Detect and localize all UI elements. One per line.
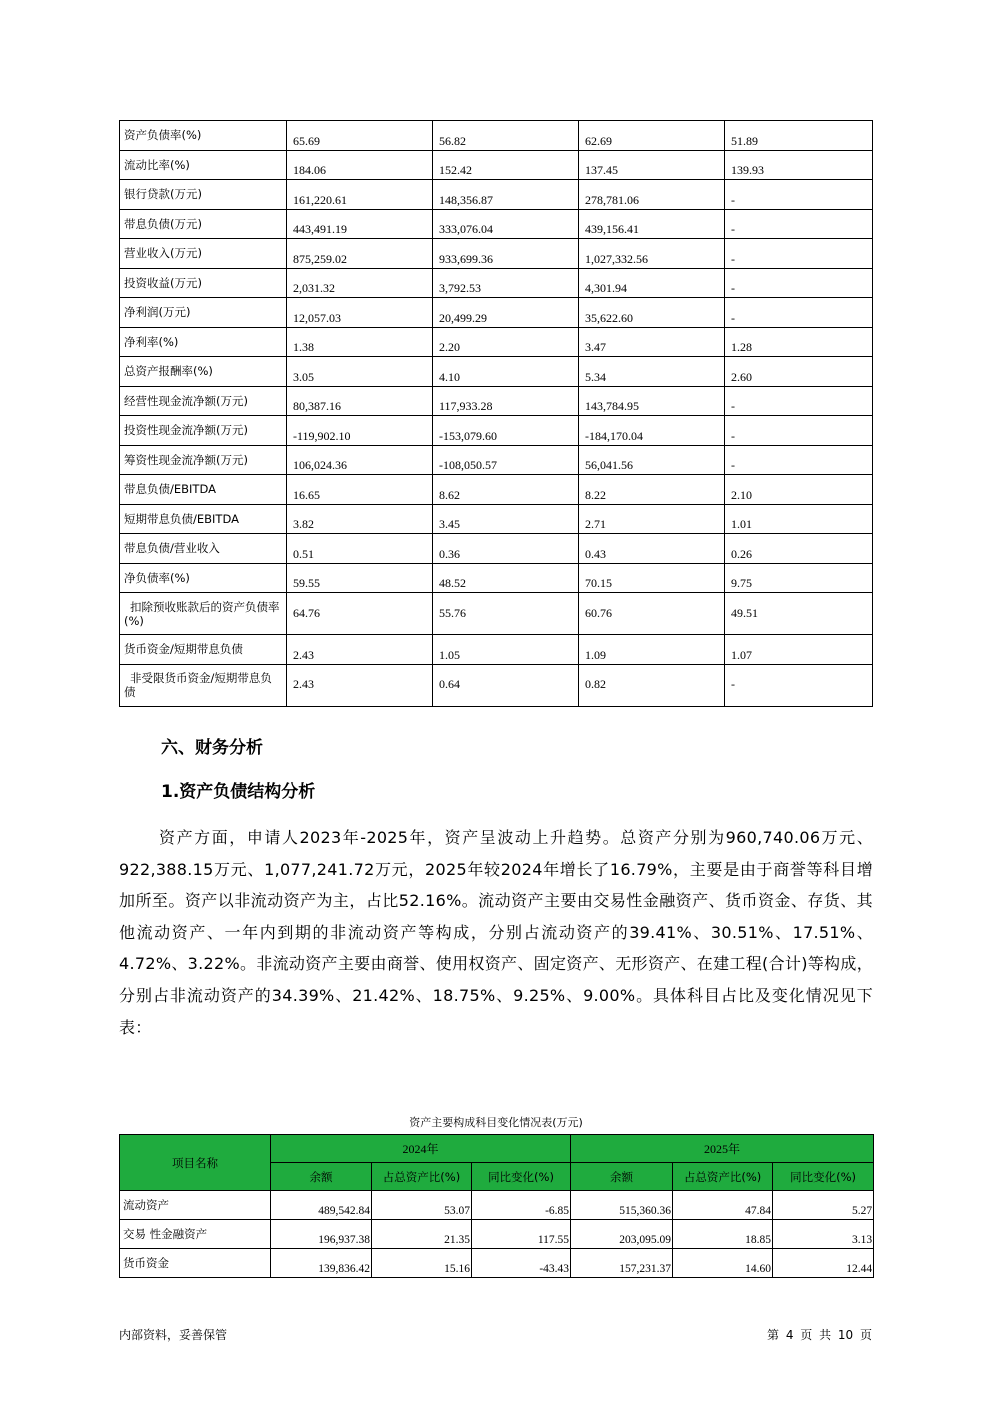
- cell-value: 152.42: [433, 150, 579, 180]
- cell-value: 9.75: [725, 563, 873, 593]
- cell-value: 196,937.38: [271, 1220, 372, 1249]
- cell-value: 0.36: [433, 534, 579, 564]
- table-row: [120, 534, 873, 564]
- cell-value: 48.52: [433, 563, 579, 593]
- cell-value: 51.89: [725, 121, 873, 151]
- cell-value: -: [725, 298, 873, 328]
- cell-value: 875,259.02: [287, 239, 433, 269]
- cell-value: 0.82: [579, 664, 725, 706]
- row-label: 投资性现金流净额(万元): [120, 416, 287, 446]
- item-name: 交易 性金融资产: [120, 1220, 271, 1249]
- row-label: 银行贷款(万元): [120, 180, 287, 210]
- page-number: 第 4 页 共 10 页: [767, 1328, 872, 1342]
- table-row: [120, 1249, 874, 1278]
- cell-value: -: [725, 416, 873, 446]
- cell-value: 933,699.36: [433, 239, 579, 269]
- cell-value: 117.55: [472, 1220, 571, 1249]
- cell-value: 203,095.09: [571, 1220, 673, 1249]
- header-share: 占总资产比(%): [372, 1163, 472, 1191]
- cell-value: 62.69: [579, 121, 725, 151]
- table-row: [120, 475, 873, 505]
- header-balance: 余额: [571, 1163, 673, 1191]
- cell-value: 5.27: [773, 1191, 874, 1220]
- item-name: 流动资产: [120, 1191, 271, 1220]
- cell-value: -: [725, 239, 873, 269]
- cell-value: 106,024.36: [287, 445, 433, 475]
- cell-value: 2.43: [287, 664, 433, 706]
- header-yoy: 同比变化(%): [472, 1163, 571, 1191]
- row-label: 总资产报酬率(%): [120, 357, 287, 387]
- table-row: [120, 416, 873, 446]
- cell-value: 1.01: [725, 504, 873, 534]
- table-row: [120, 1220, 874, 1249]
- cell-value: 21.35: [372, 1220, 472, 1249]
- cell-value: 3.82: [287, 504, 433, 534]
- row-label: 带息负债/营业收入: [120, 534, 287, 564]
- cell-value: 53.07: [372, 1191, 472, 1220]
- cell-value: 20,499.29: [433, 298, 579, 328]
- cell-value: 439,156.41: [579, 209, 725, 239]
- cell-value: -108,050.57: [433, 445, 579, 475]
- table-row: [120, 209, 873, 239]
- cell-value: 137.45: [579, 150, 725, 180]
- cell-value: 139.93: [725, 150, 873, 180]
- cell-value: 70.15: [579, 563, 725, 593]
- cell-value: 8.62: [433, 475, 579, 505]
- row-label: 净利润(万元): [120, 298, 287, 328]
- cell-value: 184.06: [287, 150, 433, 180]
- table-row: [120, 1191, 874, 1220]
- cell-value: 60.76: [579, 593, 725, 635]
- table-row: [120, 563, 873, 593]
- cell-value: 12.44: [773, 1249, 874, 1278]
- item-name: 货币资金: [120, 1249, 271, 1278]
- cell-value: 2.10: [725, 475, 873, 505]
- cell-value: 143,784.95: [579, 386, 725, 416]
- cell-value: 278,781.06: [579, 180, 725, 210]
- cell-value: 0.43: [579, 534, 725, 564]
- header-yoy: 同比变化(%): [773, 1163, 874, 1191]
- row-label: 投资收益(万元): [120, 268, 287, 298]
- cell-value: 2.60: [725, 357, 873, 387]
- header-share: 占总资产比(%): [673, 1163, 773, 1191]
- table-row: [120, 239, 873, 269]
- cell-value: 2,031.32: [287, 268, 433, 298]
- cell-value: 15.16: [372, 1249, 472, 1278]
- cell-value: 443,491.19: [287, 209, 433, 239]
- header-item-name: 项目名称: [120, 1135, 271, 1191]
- cell-value: 0.51: [287, 534, 433, 564]
- table-row: [120, 268, 873, 298]
- row-label: 资产负债率(%): [120, 121, 287, 151]
- cell-value: 12,057.03: [287, 298, 433, 328]
- cell-value: -: [725, 386, 873, 416]
- cell-value: 1.38: [287, 327, 433, 357]
- cell-value: 2.71: [579, 504, 725, 534]
- cell-value: -153,079.60: [433, 416, 579, 446]
- cell-value: 64.76: [287, 593, 433, 635]
- cell-value: 1.09: [579, 635, 725, 665]
- asset-composition-table: [119, 1134, 874, 1278]
- table-row: [120, 298, 873, 328]
- cell-value: 2.20: [433, 327, 579, 357]
- cell-value: 8.22: [579, 475, 725, 505]
- row-label: 营业收入(万元): [120, 239, 287, 269]
- cell-value: -184,170.04: [579, 416, 725, 446]
- cell-value: 4,301.94: [579, 268, 725, 298]
- footer-confidential-note: 内部资料，妥善保管: [119, 1328, 228, 1342]
- body-paragraph: 资产方面，申请人2023年-2025年，资产呈波动上升趋势。总资产分别为960,740.06万元、922,388.15万元、1,077,241.72万元，2025年较2024年增长了16.79%，主要是由于商誉等科目增加所至。资产以非流动资产为主，占比52.16%。流动资产主要由交易性金融资产、货币资金、存货、其他流动资产、一年内到期的非流动资产等构成，分别占流动资产的39.41%、30.51%、17.51%、4.72%、3.22%。非流动资产主要由商誉、使用权资产、固定资产、无形资产、在建工程(合计)等构成，分别占非流动资产的34.39%、21.42%、18.75%、9.25%、9.00%。具体科目占比及变化情况见下表：: [119, 828, 873, 1037]
- cell-value: 3.45: [433, 504, 579, 534]
- table-row: [120, 150, 873, 180]
- cell-value: -: [725, 445, 873, 475]
- cell-value: -: [725, 180, 873, 210]
- cell-value: 55.76: [433, 593, 579, 635]
- cell-value: -: [725, 664, 873, 706]
- header-balance: 余额: [271, 1163, 372, 1191]
- cell-value: 3,792.53: [433, 268, 579, 298]
- cell-value: 0.26: [725, 534, 873, 564]
- cell-value: 489,542.84: [271, 1191, 372, 1220]
- table-row: [120, 445, 873, 475]
- cell-value: 139,836.42: [271, 1249, 372, 1278]
- table-row: [120, 386, 873, 416]
- section-title: 六、财务分析: [161, 738, 263, 758]
- row-label: 净负债率(%): [120, 563, 287, 593]
- table-caption: 资产主要构成科目变化情况表(万元): [409, 1116, 583, 1129]
- cell-value: 3.13: [773, 1220, 874, 1249]
- cell-value: 14.60: [673, 1249, 773, 1278]
- cell-value: 4.10: [433, 357, 579, 387]
- cell-value: -6.85: [472, 1191, 571, 1220]
- cell-value: 56.82: [433, 121, 579, 151]
- row-label: 带息负债/EBITDA: [120, 475, 287, 505]
- cell-value: 515,360.36: [571, 1191, 673, 1220]
- cell-value: 157,231.37: [571, 1249, 673, 1278]
- row-label: 短期带息负债/EBITDA: [120, 504, 287, 534]
- cell-value: 3.05: [287, 357, 433, 387]
- table-row: [120, 664, 873, 706]
- table-row: [120, 121, 873, 151]
- cell-value: -119,902.10: [287, 416, 433, 446]
- cell-value: 80,387.16: [287, 386, 433, 416]
- row-label: 货币资金/短期带息负债: [120, 635, 287, 665]
- cell-value: 59.55: [287, 563, 433, 593]
- cell-value: 18.85: [673, 1220, 773, 1249]
- cell-value: 35,622.60: [579, 298, 725, 328]
- cell-value: 47.84: [673, 1191, 773, 1220]
- cell-value: -43.43: [472, 1249, 571, 1278]
- table-row: [120, 357, 873, 387]
- header-year-2024: 2024年: [271, 1135, 571, 1163]
- row-label: 流动比率(%): [120, 150, 287, 180]
- table-row: [120, 635, 873, 665]
- row-label: 非受限货币资金/短期带息负债: [120, 664, 287, 706]
- cell-value: 148,356.87: [433, 180, 579, 210]
- cell-value: 1.05: [433, 635, 579, 665]
- financial-metrics-table: [119, 120, 873, 707]
- cell-value: 65.69: [287, 121, 433, 151]
- row-label: 筹资性现金流净额(万元): [120, 445, 287, 475]
- cell-value: 49.51: [725, 593, 873, 635]
- cell-value: 16.65: [287, 475, 433, 505]
- cell-value: 333,076.04: [433, 209, 579, 239]
- cell-value: 161,220.61: [287, 180, 433, 210]
- cell-value: 2.43: [287, 635, 433, 665]
- table-row: [120, 327, 873, 357]
- table-row: [120, 504, 873, 534]
- cell-value: 117,933.28: [433, 386, 579, 416]
- cell-value: 3.47: [579, 327, 725, 357]
- cell-value: 56,041.56: [579, 445, 725, 475]
- row-label: 带息负债(万元): [120, 209, 287, 239]
- cell-value: -: [725, 209, 873, 239]
- table-row: [120, 593, 873, 635]
- cell-value: -: [725, 268, 873, 298]
- subsection-title: 1.资产负债结构分析: [161, 782, 316, 802]
- table-row: [120, 180, 873, 210]
- cell-value: 1,027,332.56: [579, 239, 725, 269]
- cell-value: 1.28: [725, 327, 873, 357]
- cell-value: 0.64: [433, 664, 579, 706]
- row-label: 净利率(%): [120, 327, 287, 357]
- row-label: 扣除预收账款后的资产负债率(%): [120, 593, 287, 635]
- header-year-2025: 2025年: [571, 1135, 874, 1163]
- cell-value: 1.07: [725, 635, 873, 665]
- row-label: 经营性现金流净额(万元): [120, 386, 287, 416]
- cell-value: 5.34: [579, 357, 725, 387]
